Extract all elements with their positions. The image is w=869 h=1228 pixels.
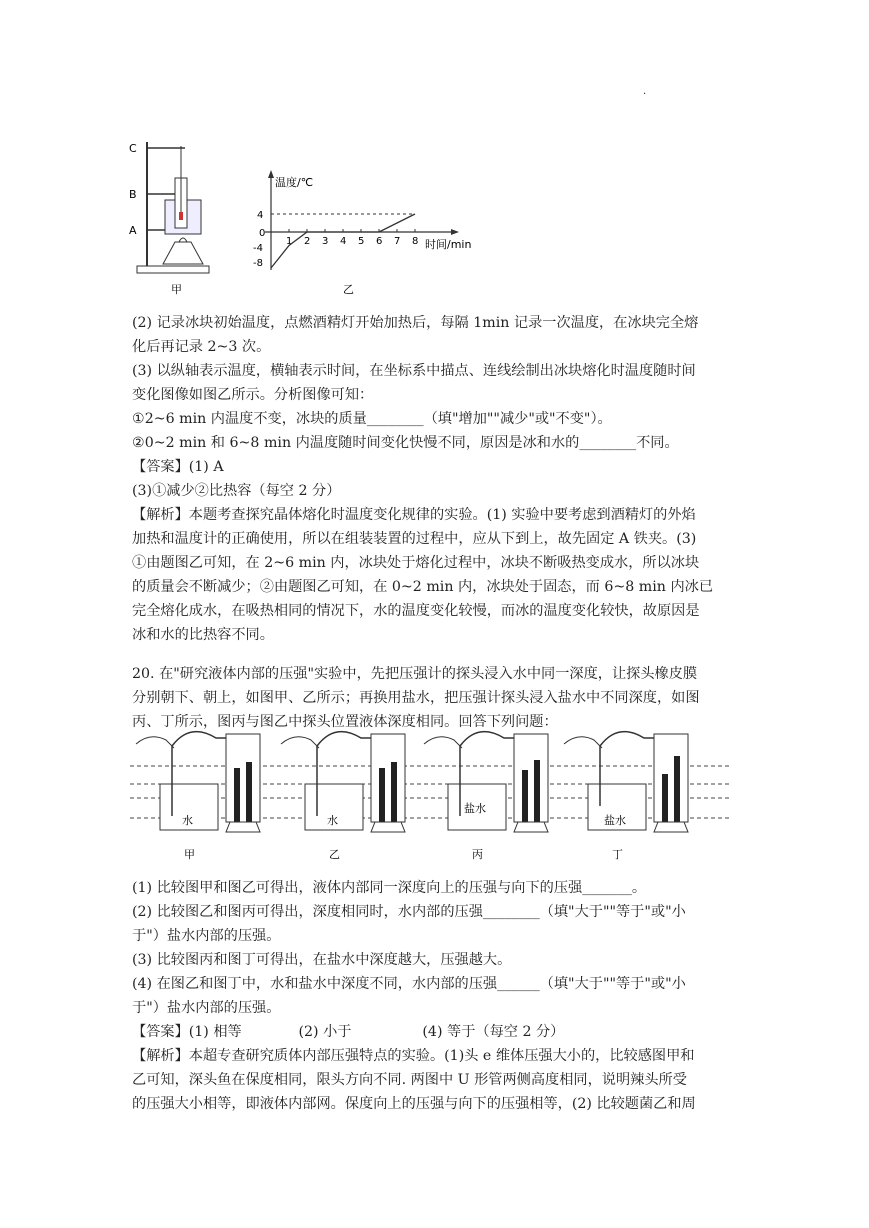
q20-line-3: 丙、丁所示，图丙与图乙中探头位置液体深度相同。回答下列问题： — [132, 714, 558, 730]
xtick-label: 2 — [304, 236, 311, 247]
q19-analysis-6: 冰和水的比热容不同。 — [132, 627, 274, 643]
setup-ding — [564, 732, 688, 861]
ytick-neg8: -8 — [253, 258, 263, 269]
q20-sub-2: (2) 比较图乙和图丙可得出，深度相同时，水内部的压强________（填"大于""等于"或"小 — [132, 904, 686, 920]
q20-sub-4: (4) 在图乙和图丁中，水和盐水中深度不同，水内部的压强______（填"大于""等于"或"小 — [132, 976, 686, 992]
liquid-label-ding: 盐水 — [604, 814, 626, 827]
q19-analysis-5: 完全熔化成水，在吸热相同的情况下，水的温度变化较慢，而冰的温度变化较快，故原因是 — [132, 603, 700, 619]
q20-sub-1: (1) 比较图甲和图乙可得出，液体内部同一深度向上的压强与向下的压强_______。 — [132, 880, 647, 896]
graph-xlabel: 时间/min — [425, 238, 472, 251]
q19-line-1: (2) 记录冰块初始温度，点燃酒精灯开始加热后，每隔 1min 记录一次温度，在冰块完全熔 — [132, 315, 699, 331]
label-b: B — [129, 188, 137, 201]
q19-line-2: 化后再记录 2~3 次。 — [132, 339, 271, 355]
label-a: A — [129, 224, 137, 237]
liquid-label-jia: 水 — [182, 814, 193, 827]
xtick-label: 8 — [412, 236, 419, 247]
caption-bing: 丙 — [472, 848, 483, 861]
q19-analysis-2: 加热和温度计的正确使用，所以在组装装置的过程中，应从下到上，故先固定 A 铁夹。(3) — [132, 531, 697, 547]
caption-yi-2: 乙 — [329, 848, 340, 861]
q19-line-6: ②0~2 min 和 6~8 min 内温度随时间变化快慢不同，原因是冰和水的________不同。 — [132, 435, 679, 451]
setup-bing — [424, 732, 548, 861]
xtick-label: 1 — [286, 236, 293, 247]
ytick-0: 0 — [259, 228, 266, 239]
xtick-label: 5 — [358, 236, 365, 247]
q19-answer: 【答案】(1) A — [132, 459, 224, 475]
xtick-label: 7 — [394, 236, 401, 247]
liquid-label-yi: 水 — [327, 814, 338, 827]
q19-analysis-4: 的质量会不断减少；②由题图乙可知，在 0~2 min 内，冰块处于固态，而 6~8 min 内冰已 — [132, 579, 714, 595]
temperature-time-graph — [253, 170, 471, 296]
q20-analysis-2: 乙可知，深头鱼在保度相同，限头方向不同. 两图中 U 形管两侧高度相同，说明辣头所受 — [132, 1072, 687, 1088]
q19-line-3: (3) 以纵轴表示温度，横轴表示时间，在坐标系中描点、连线绘制出冰块熔化时温度随时间 — [132, 363, 696, 379]
figure-pressure-gauges — [130, 726, 730, 866]
q20-line-2: 分别朝下、朝上，如图甲、乙所示；再换用盐水，把压强计探头浸入盐水中不同深度，如图 — [132, 690, 700, 706]
q20-sub-3: (3) 比较图丙和图丁可得出，在盐水中深度越大，压强越大。 — [132, 952, 512, 968]
q20-sub-4b: 于"）盐水内部的压强。 — [132, 1000, 281, 1016]
xtick-label: 4 — [340, 236, 347, 247]
q19-line-4: 变化图像如图乙所示。分析图像可知： — [132, 387, 374, 403]
apparatus-diagram — [129, 142, 209, 296]
ytick-4: 4 — [257, 210, 264, 221]
setup-jia — [136, 732, 260, 861]
q19-answer-2: (3)①减少②比热容（每空 2 分） — [132, 483, 341, 499]
graph-ylabel: 温度/℃ — [275, 176, 314, 189]
caption-ding: 丁 — [612, 848, 623, 861]
q20-line-1: 20. 在"研究液体内部的压强"实验中，先把压强计的探头浸入水中同一深度，让探头橡皮膜 — [132, 666, 698, 682]
xtick-label: 3 — [322, 236, 329, 247]
liquid-label-bing: 盐水 — [464, 802, 486, 815]
caption-yi: 乙 — [343, 283, 354, 296]
page-mark: . — [643, 86, 647, 97]
q19-line-5: ①2~6 min 内温度不变，冰块的质量________（填"增加""减少"或"不变"）。 — [132, 411, 612, 427]
xtick-label: 6 — [376, 236, 383, 247]
caption-jia: 甲 — [171, 283, 182, 296]
q19-analysis-1: 【解析】本题考查探究晶体熔化时温度变化规律的实验。(1) 实验中要考虑到酒精灯的外焰 — [132, 507, 696, 523]
ytick-neg4: -4 — [253, 243, 263, 254]
label-c: C — [129, 142, 137, 155]
q20-answer: 【答案】(1) 相等 (2) 小于 (4) 等于（每空 2 分） — [132, 1024, 565, 1040]
figure-ice-melting — [125, 138, 525, 300]
q20-analysis-3: 的压强大小相等，即液体内部网。保度向上的压强与向下的压强相等，(2) 比较题菌乙和周 — [132, 1096, 696, 1112]
setup-yi — [281, 732, 405, 861]
caption-jia-2: 甲 — [184, 848, 195, 861]
q20-analysis-1: 【解析】本超专查研究质体内部压强特点的实验。(1)头 e 维体压强大小的，比较感图甲和 — [132, 1048, 695, 1064]
q19-analysis-3: ①由题图乙可知，在 2~6 min 内，冰块处于熔化过程中，冰块不断吸热变成水，所以冰块 — [132, 555, 700, 571]
q20-sub-2b: 于"）盐水内部的压强。 — [132, 928, 281, 944]
